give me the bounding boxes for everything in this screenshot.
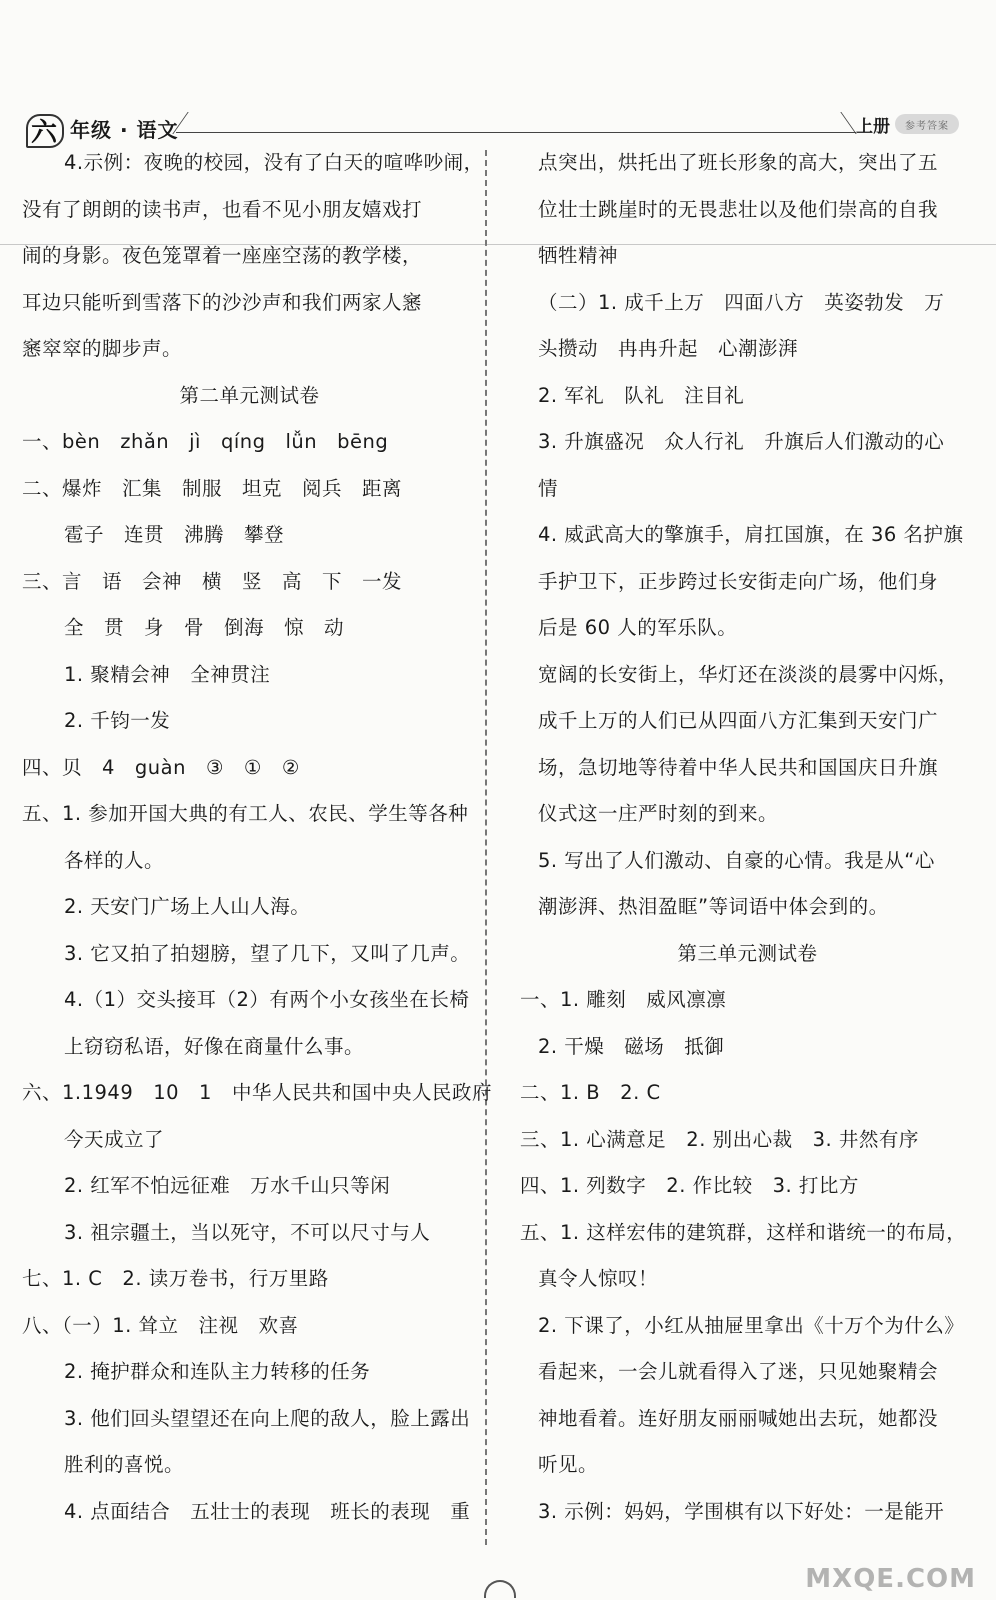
answer-line: 3. 祖宗疆土，当以死守，不可以尺寸与人 <box>64 1220 431 1244</box>
answer-tag: 参考答案 <box>895 114 959 134</box>
answer-line: 一、bèn zhǎn jì qíng lǚn bēng <box>22 430 389 453</box>
answer-line: （二）1. 成千上万 四面八方 英姿勃发 万 <box>538 290 945 314</box>
answer-line: 八、（一）1. 耸立 注视 欢喜 <box>22 1313 299 1337</box>
watermark: MXQE.COM <box>805 1564 976 1594</box>
answer-line: 后是 60 人的军乐队。 <box>538 616 738 639</box>
section-title: 第二单元测试卷 <box>179 383 320 407</box>
answer-line: 神地看着。连好朋友丽丽喊她出去玩，她都没 <box>538 1406 939 1430</box>
answer-line: 七、1. C 2. 读万卷书，行万里路 <box>22 1267 329 1290</box>
left-column <box>22 140 492 1535</box>
answer-line: 三、1. 心满意足 2. 别出心裁 3. 井然有序 <box>520 1127 919 1151</box>
answer-line: 宽阔的长安街上，华灯还在淡淡的晨雾中闪烁， <box>538 662 959 686</box>
answer-line: 二、1. B 2. C <box>520 1081 661 1104</box>
volume-label: 上册 <box>856 117 890 137</box>
answer-line: 牺牲精神 <box>538 244 619 267</box>
answer-line: 窸窣窣的脚步声。 <box>22 337 183 360</box>
column-divider <box>485 150 487 1545</box>
answer-line: 听见。 <box>538 1453 599 1476</box>
answer-line: 3. 他们回头望望还在向上爬的敌人，脸上露出 <box>64 1406 471 1430</box>
header-rule <box>176 132 856 133</box>
answer-line: 1. 聚精会神 全神贯注 <box>64 662 271 686</box>
page-header <box>0 0 996 150</box>
answer-line: 潮澎湃、热泪盈眶”等词语中体会到的。 <box>538 895 889 918</box>
answer-line: 看起来，一会儿就看得入了迷，只见她聚精会 <box>538 1360 939 1383</box>
answer-line: 2. 红军不怕远征难 万水千山只等闲 <box>64 1174 391 1197</box>
subject-label: 年级 · 语文 <box>70 118 179 142</box>
answer-line: 5. 写出了人们激动、自豪的心情。我是从“心 <box>538 848 935 872</box>
answer-line: 3. 升旗盛况 众人行礼 升旗后人们激动的心 <box>538 430 945 453</box>
answer-line: 四、1. 列数字 2. 作比较 3. 打比方 <box>520 1174 859 1197</box>
answer-line: 各样的人。 <box>64 848 165 872</box>
answer-line: 位壮士跳崖时的无畏悲壮以及他们崇高的自我 <box>538 197 939 221</box>
answer-line: 3. 示例：妈妈，学围棋有以下好处：一是能开 <box>538 1499 945 1523</box>
answer-line: 2. 下课了，小红从抽屉里拿出《十万个为什么》 <box>538 1313 965 1337</box>
answer-line: 五、1. 参加开国大典的有工人、农民、学生等各种 <box>22 802 469 825</box>
answer-line: 仪式这一庄严时刻的到来。 <box>538 802 779 825</box>
page-number-ornament <box>470 1572 530 1600</box>
answer-line: 一、1. 雕刻 威风凛凛 <box>520 988 727 1011</box>
answer-line: 上窃窃私语，好像在商量什么事。 <box>64 1034 365 1058</box>
answer-line: 点突出，烘托出了班长形象的高大，突出了五 <box>538 151 939 174</box>
answer-line: 手护卫下，正步跨过长安街走向广场，他们身 <box>538 569 939 593</box>
answer-line: 场，急切地等待着中华人民共和国国庆日升旗 <box>538 755 939 779</box>
answer-line: 2. 掩护群众和连队主力转移的任务 <box>64 1360 371 1383</box>
answer-line: 三、言 语 会神 横 竖 高 下 一发 <box>22 569 403 593</box>
answer-line: 闹的身影。夜色笼罩着一座座空荡的教学楼， <box>22 244 423 267</box>
answer-line: 成千上万的人们已从四面八方汇集到天安门广 <box>538 709 939 732</box>
answer-line: 头攒动 冉冉升起 心潮澎湃 <box>538 337 799 360</box>
answer-line: 2. 军礼 队礼 注目礼 <box>538 383 745 407</box>
section-title: 第三单元测试卷 <box>677 941 818 965</box>
answer-line: 情 <box>538 476 559 500</box>
answer-line: 4.示例：夜晚的校园，没有了白天的喧哗吵闹， <box>64 151 484 174</box>
right-column <box>520 140 975 1535</box>
answer-line: 4. 威武高大的擎旗手，肩扛国旗，在 36 名护旗 <box>538 523 964 546</box>
answer-line: 胜利的喜悦。 <box>64 1453 185 1476</box>
answer-line: 4.（1）交头接耳（2）有两个小女孩坐在长椅 <box>64 988 470 1011</box>
grade-badge: 六 <box>24 112 64 148</box>
answer-line: 六、1.1949 10 1 中华人民共和国中央人民政府 <box>22 1081 492 1104</box>
answer-line: 2. 千钧一发 <box>64 709 171 732</box>
answer-line: 4. 点面结合 五壮士的表现 班长的表现 重 <box>64 1499 471 1523</box>
answer-line: 二、爆炸 汇集 制服 坦克 阅兵 距离 <box>22 476 403 500</box>
answer-line: 耳边只能听到雪落下的沙沙声和我们两家人窸 <box>22 290 423 314</box>
answer-line: 雹子 连贯 沸腾 攀登 <box>64 523 285 546</box>
answer-line: 2. 天安门广场上人山人海。 <box>64 895 311 918</box>
answer-line: 四、贝 4 guàn ③ ① ② <box>22 755 300 779</box>
answer-line: 3. 它又拍了拍翅膀，望了几下，又叫了几声。 <box>64 941 471 965</box>
answer-line: 2. 干燥 磁场 抵御 <box>538 1034 725 1058</box>
answer-line: 没有了朗朗的读书声，也看不见小朋友嬉戏打 <box>22 197 423 221</box>
answer-line: 今天成立了 <box>64 1127 165 1151</box>
answer-line: 五、1. 这样宏伟的建筑群，这样和谐统一的布局， <box>520 1220 967 1244</box>
answer-line: 全 贯 身 骨 倒海 惊 动 <box>64 616 345 639</box>
answer-line: 真令人惊叹！ <box>538 1267 659 1290</box>
